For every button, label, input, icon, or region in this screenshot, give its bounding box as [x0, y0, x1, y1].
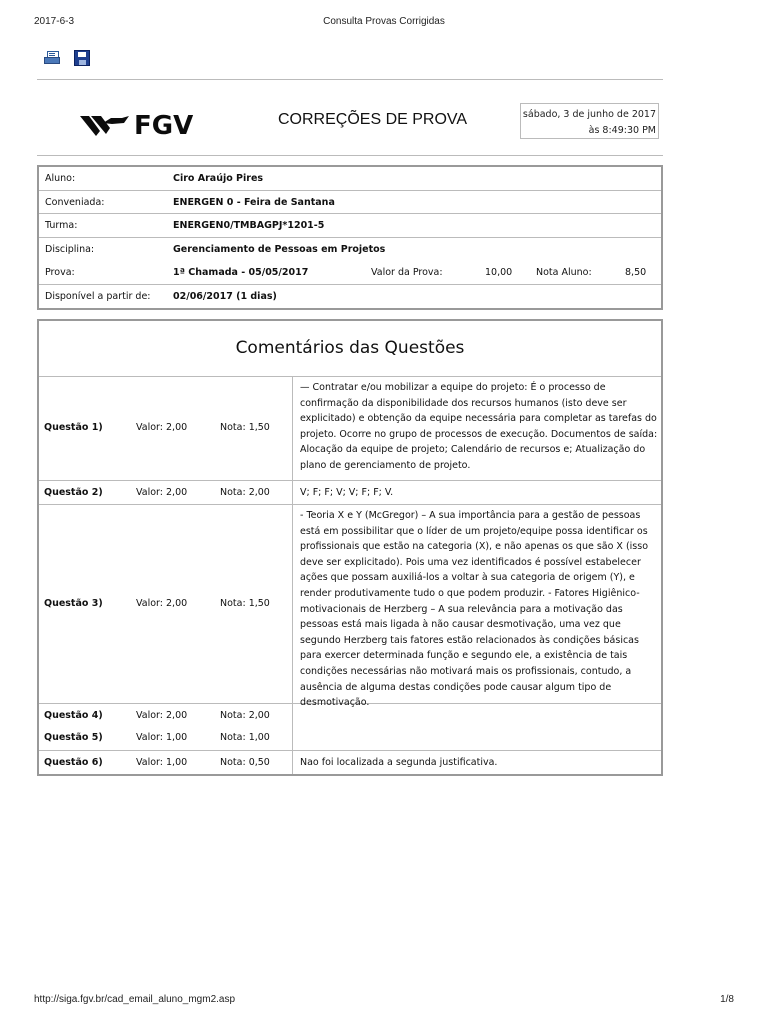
info-row-disciplina	[39, 238, 661, 262]
nota-aluno-value: 8,50	[625, 267, 647, 278]
generation-date-box	[520, 103, 659, 139]
fgv-logo-mark-icon	[80, 114, 130, 138]
header-divider	[37, 155, 663, 156]
question-comment: - Teoria X e Y (McGregor) – A sua importância para a gestão de pessoas está em possibilitar que o líder de um projeto/equipe possa identificar os profissionais que estão na categoria (X), e não apenas os que são X (isso deve ser explicitado). Pois uma vez identificados é possível estabelecer ações que possam auxiliá-los a voltar à sua categoria de origem (Y), e render produtivamente tudo o que podem produzir. - Fatores Higiênico-motivacionais de Herzberg – A sua relevância para a motivação das pessoas está mais ligada à não causar desmotivação, uma vez que segundo Herzberg tais fatores estão relacionados às condições básicas para exercer determinada função e segundo ele, a existência de tais condições necessárias não motivará mais os profissionais, contudo, a ausência de alguma destas condições pode causar algum tipo de desmotivação.	[300, 510, 649, 709]
info-row-prova	[39, 261, 661, 285]
nota-label: Nota:	[220, 732, 246, 743]
valor-label: Valor:	[136, 732, 163, 743]
nota-label: Nota:	[220, 710, 246, 721]
info-row-turma	[39, 214, 661, 238]
print-icon[interactable]	[44, 50, 60, 66]
conveniada-value: ENERGEN 0 - Feira de Santana	[173, 196, 335, 208]
aluno-label: Aluno:	[45, 173, 76, 184]
disponivel-value: 02/06/2017 (1 dias)	[173, 290, 277, 302]
nota-value: 1,00	[248, 732, 270, 743]
question-valor	[136, 732, 187, 743]
nota-label: Nota:	[220, 487, 246, 498]
question-nota	[220, 487, 270, 498]
aluno-value: Ciro Araújo Pires	[173, 173, 264, 184]
question-label: Questão 5)	[44, 732, 103, 743]
fgv-logo-text: FGV	[134, 111, 194, 141]
print-title: Consulta Provas Corrigidas	[323, 16, 445, 27]
info-row-disponivel	[39, 285, 661, 309]
prova-label: Prova:	[45, 267, 75, 278]
nota-label: Nota:	[220, 422, 246, 433]
question-comment: V; F; F; V; V; F; F; V.	[300, 487, 394, 498]
valor-prova-label: Valor da Prova:	[371, 267, 443, 278]
nota-aluno-label: Nota Aluno:	[536, 267, 592, 278]
question-nota	[220, 757, 270, 768]
nota-value: 1,50	[248, 598, 270, 609]
top-divider	[37, 79, 663, 80]
question-comment: Nao foi localizada a segunda justificativa.	[300, 757, 498, 768]
student-info-table	[37, 165, 663, 310]
question-label: Questão 4)	[44, 710, 103, 721]
print-url: http://siga.fgv.br/cad_email_aluno_mgm2.asp	[34, 994, 236, 1005]
print-date: 2017-6-3	[34, 16, 75, 27]
question-valor	[136, 757, 187, 768]
question-nota	[220, 422, 270, 433]
date-line: sábado, 3 de junho de 2017	[522, 109, 656, 120]
valor-value: 1,00	[166, 757, 188, 768]
toolbar	[44, 50, 90, 66]
valor-value: 2,00	[166, 710, 188, 721]
floppy-disk-icon[interactable]	[74, 50, 90, 66]
question-label: Questão 6)	[44, 757, 103, 768]
question-valor	[136, 710, 187, 721]
question-row-3	[39, 505, 661, 709]
question-valor	[136, 422, 187, 433]
question-label: Questão 1)	[44, 422, 103, 433]
conveniada-label: Conveniada:	[45, 196, 105, 208]
question-row-2	[39, 481, 661, 505]
question-label: Questão 3)	[44, 598, 103, 609]
question-valor	[136, 487, 187, 498]
info-row-aluno	[39, 167, 661, 191]
disponivel-label: Disponível a partir de:	[45, 290, 151, 302]
time-line: às 8:49:30 PM	[588, 125, 656, 136]
valor-label: Valor:	[136, 487, 163, 498]
question-row-5	[39, 727, 661, 751]
question-valor	[136, 598, 187, 609]
info-row-conveniada	[39, 191, 661, 215]
column-divider	[292, 751, 293, 774]
question-comment: — Contratar e/ou mobilizar a equipe do projeto: É o processo de confirmação da disponibilidade dos recursos humanos (isto deve ser explicitado) e obtenção da equipe necessária para completar as tarefas do projeto. Ocorre no grupo de processos de execução. Documentos de saída: Alocação da equipe de projeto; Calendário de recursos e; Atualização do plano de gerenciamento de projeto.	[300, 382, 658, 471]
valor-label: Valor:	[136, 598, 163, 609]
nota-value: 2,00	[248, 487, 270, 498]
valor-value: 2,00	[166, 422, 188, 433]
questions-section-title: Comentários das Questões	[39, 321, 661, 377]
prova-value: 1ª Chamada - 05/05/2017	[173, 267, 309, 278]
valor-prova-value: 10,00	[485, 267, 513, 278]
page-number: 1/8	[720, 994, 734, 1005]
nota-label: Nota:	[220, 598, 246, 609]
column-divider	[292, 505, 293, 703]
disciplina-value: Gerenciamento de Pessoas em Projetos	[173, 243, 386, 255]
question-nota	[220, 598, 270, 609]
valor-label: Valor:	[136, 422, 163, 433]
column-divider	[292, 704, 293, 727]
column-divider	[292, 481, 293, 504]
valor-value: 1,00	[166, 732, 188, 743]
valor-value: 2,00	[166, 487, 188, 498]
question-label: Questão 2)	[44, 487, 103, 498]
question-row-6	[39, 751, 661, 774]
question-nota	[220, 710, 270, 721]
fgv-logo	[80, 111, 193, 141]
turma-label: Turma:	[45, 220, 78, 231]
question-nota	[220, 732, 270, 743]
turma-value: ENERGEN0/TMBAGPJ*1201-5	[173, 220, 325, 231]
valor-label: Valor:	[136, 710, 163, 721]
page-title: CORREÇÕES DE PROVA	[278, 111, 468, 128]
nota-value: 0,50	[248, 757, 270, 768]
nota-label: Nota:	[220, 757, 246, 768]
column-divider	[292, 727, 293, 750]
question-comments-table	[37, 319, 663, 776]
nota-value: 2,00	[248, 710, 270, 721]
question-row-4	[39, 704, 661, 727]
question-row-1	[39, 377, 661, 481]
column-divider	[292, 377, 293, 480]
nota-value: 1,50	[248, 422, 270, 433]
valor-value: 2,00	[166, 598, 188, 609]
disciplina-label: Disciplina:	[45, 243, 95, 255]
valor-label: Valor:	[136, 757, 163, 768]
